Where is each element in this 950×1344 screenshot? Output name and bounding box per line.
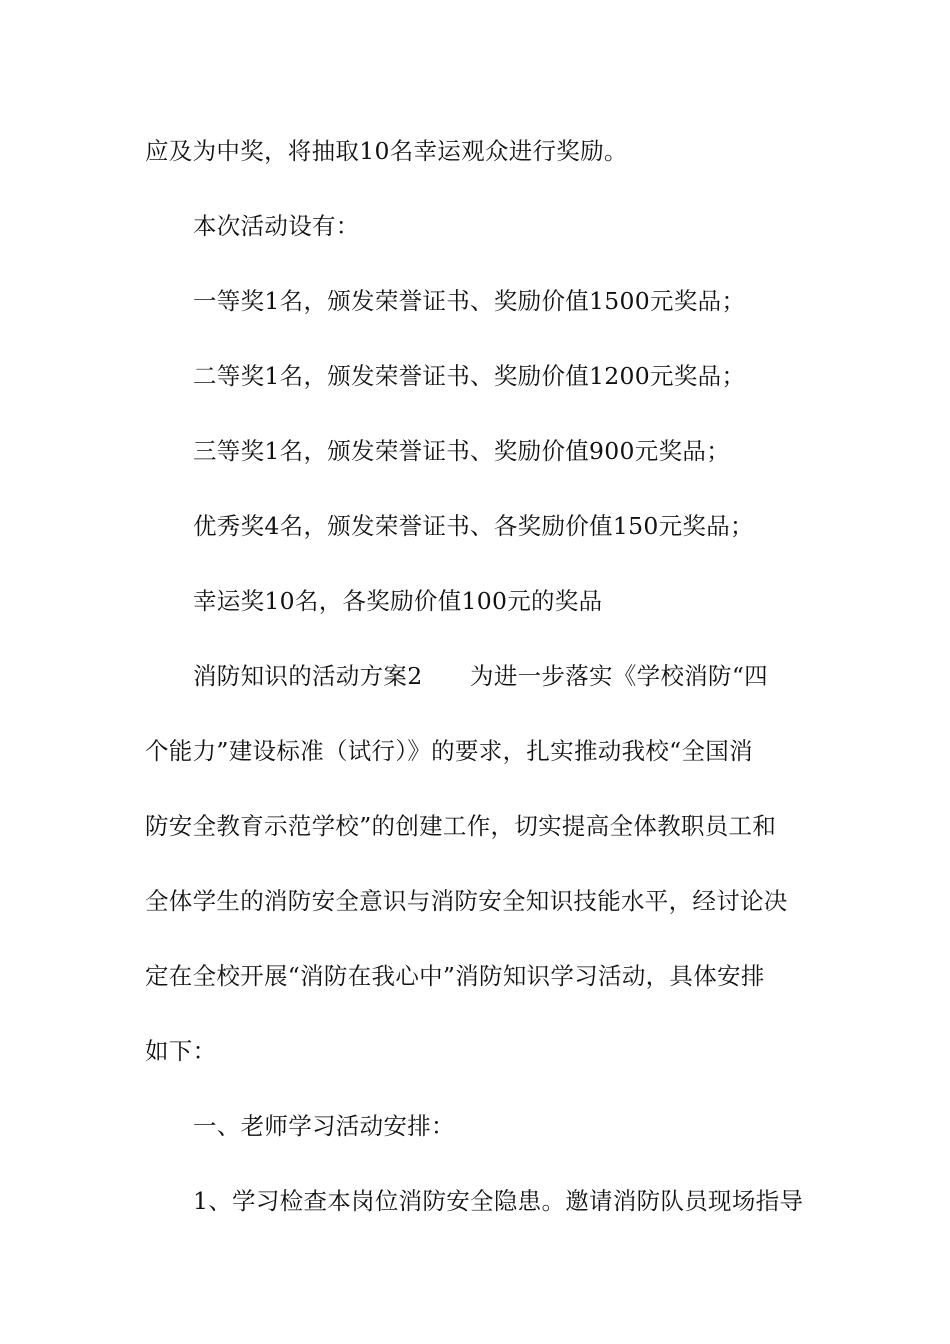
- subsection-heading: 一、老师学习活动安排：: [193, 1112, 455, 1140]
- section-heading-line: 消防知识的活动方案2 为进一步落实《学校消防“四: [193, 662, 768, 690]
- paragraph-line: 个能力”建设标准（试行）》的要求，扎实推动我校“全国消: [145, 737, 753, 765]
- prize-line: 一等奖1名，颁发荣誉证书、奖励价值1500元奖品；: [193, 287, 746, 315]
- prize-line: 幸运奖10名，各奖励价值100元的奖品: [193, 587, 603, 615]
- paragraph-line: 本次活动设有：: [193, 212, 360, 240]
- paragraph-line: 全体学生的消防安全意识与消防安全知识技能水平，经讨论决: [145, 887, 788, 915]
- paragraph-line: 如下：: [145, 1037, 217, 1065]
- list-item: 1、学习检查本岗位消防安全隐患。邀请消防队员现场指导: [193, 1187, 804, 1215]
- prize-line: 三等奖1名，颁发荣誉证书、奖励价值900元奖品；: [193, 437, 731, 465]
- prize-line: 优秀奖4名，颁发荣誉证书、各奖励价值150元奖品；: [193, 512, 754, 540]
- paragraph-line: 应及为中奖，将抽取10名幸运观众进行奖励。: [145, 137, 628, 165]
- paragraph-line: 定在全校开展“消防在我心中”消防知识学习活动，具体安排: [145, 962, 765, 990]
- paragraph-line: 防安全教育示范学校”的创建工作，切实提高全体教职员工和: [145, 812, 777, 840]
- prize-line: 二等奖1名，颁发荣誉证书、奖励价值1200元奖品；: [193, 362, 746, 390]
